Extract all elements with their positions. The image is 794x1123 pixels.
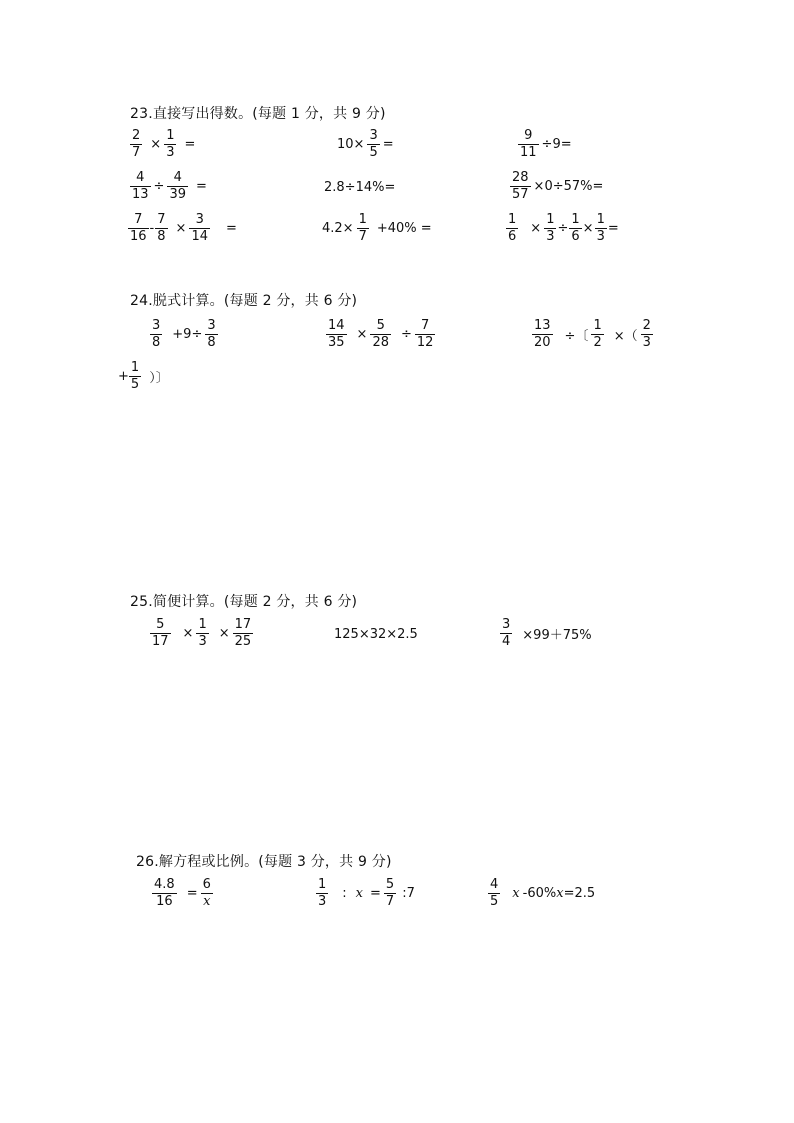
fraction: $\frac{4.8}{16}$ [154,877,175,909]
fraction: $\frac{1}{5}$ [130,360,140,392]
q26-item-1: $\frac{4.8}{16}$ = $\frac{6}{x}$ [154,877,211,909]
q23-item-7: $\frac{7}{16}$ - $\frac{7}{8}$ × $\frac{3}{14}$ = [130,212,237,244]
q23-item-5: 2.8÷14%= [324,180,396,195]
fraction: $\frac{1}{7}$ [358,212,367,244]
fraction: $\frac{7}{16}$ [130,212,147,244]
fraction: $\frac{4}{39}$ [169,170,186,202]
q23-item-8: 4.2× $\frac{1}{7}$ +40% = [322,212,432,244]
q26-heading: 26.解方程或比例。(每题 3 分，共 9 分) [136,854,392,870]
q23-item-9: $\frac{1}{6}$ × $\frac{1}{3}$ ÷ $\frac{1}{6}$ × $\frac{1}{3}$ = [508,212,619,244]
fraction: $\frac{28}{57}$ [512,170,529,202]
q23-item-3: $\frac{9}{11}$ ÷9= [520,128,572,160]
fraction: $\frac{4}{13}$ [132,170,149,202]
q26-item-3: $\frac{4}{5}$ x -60% x =2.5 [490,877,596,909]
q25-item-1: $\frac{5}{17}$ × $\frac{1}{3}$ × $\frac{17}{25}$ [152,617,252,649]
fraction: $\frac{3}{8}$ [207,318,216,350]
q23-item-6: $\frac{28}{57}$ ×0÷57%= [512,170,604,202]
fraction: $\frac{7}{12}$ [416,318,434,350]
fraction: $\frac{3}{4}$ [502,617,511,649]
fraction: $\frac{13}{20}$ [534,318,551,350]
fraction: $\frac{1}{3}$ [166,128,175,160]
q24-heading: 24.脱式计算。(每题 2 分，共 6 分) [130,293,358,309]
fraction: $\frac{1}{6}$ [508,212,517,244]
fraction: $\frac{9}{11}$ [520,128,537,160]
q24-item-3-continued: + $\frac{1}{5}$ ）〕 [118,360,169,392]
fraction: $\frac{5}{28}$ [372,318,389,350]
fraction: $\frac{3}{8}$ [152,318,161,350]
fraction: $\frac{6}{x}$ [202,877,211,909]
fraction: $\frac{5}{7}$ [385,877,395,909]
fraction: $\frac{1}{3}$ [596,212,605,244]
fraction: $\frac{14}{35}$ [328,318,345,350]
q23-heading: 23.直接写出得数。(每题 1 分，共 9 分) [130,106,386,122]
q25-item-2: 125×32×2.5 [334,627,418,642]
q24-item-3: $\frac{13}{20}$ ÷〔 $\frac{1}{2}$ ×（ $\frac{2}{3}$ [534,318,651,350]
fraction: $\frac{1}{3}$ [546,212,555,244]
q23-item-1: $\frac{2}{7}$ × $\frac{1}{3}$ = [132,128,196,160]
q24-item-1: $\frac{3}{8}$ +9÷ $\frac{3}{8}$ [152,318,216,350]
fraction: $\frac{17}{25}$ [234,617,252,649]
fraction: $\frac{1}{3}$ [318,877,327,909]
q24-item-2: $\frac{14}{35}$ × $\frac{5}{28}$ ÷ $\frac{7}{12}$ [328,318,434,350]
q25-heading: 25.简便计算。(每题 2 分，共 6 分) [130,594,358,610]
fraction: $\frac{1}{2}$ [593,318,602,350]
fraction: $\frac{3}{5}$ [369,128,378,160]
fraction: $\frac{2}{7}$ [132,128,141,160]
fraction: $\frac{1}{6}$ [571,212,580,244]
q23-item-2: 10× $\frac{3}{5}$ = [337,128,394,160]
fraction: $\frac{1}{3}$ [198,617,207,649]
fraction: $\frac{4}{5}$ [490,877,499,909]
q23-item-4: $\frac{4}{13}$ ÷ $\frac{4}{39}$ = [132,170,207,202]
fraction: $\frac{5}{17}$ [152,617,169,649]
q25-item-3: $\frac{3}{4}$ ×99＋75% [502,617,592,649]
fraction: $\frac{2}{3}$ [642,318,651,350]
fraction: $\frac{7}{8}$ [157,212,166,244]
fraction: $\frac{3}{14}$ [191,212,208,244]
q26-item-2: $\frac{1}{3}$ : x = $\frac{5}{7}$ :7 [318,877,415,909]
